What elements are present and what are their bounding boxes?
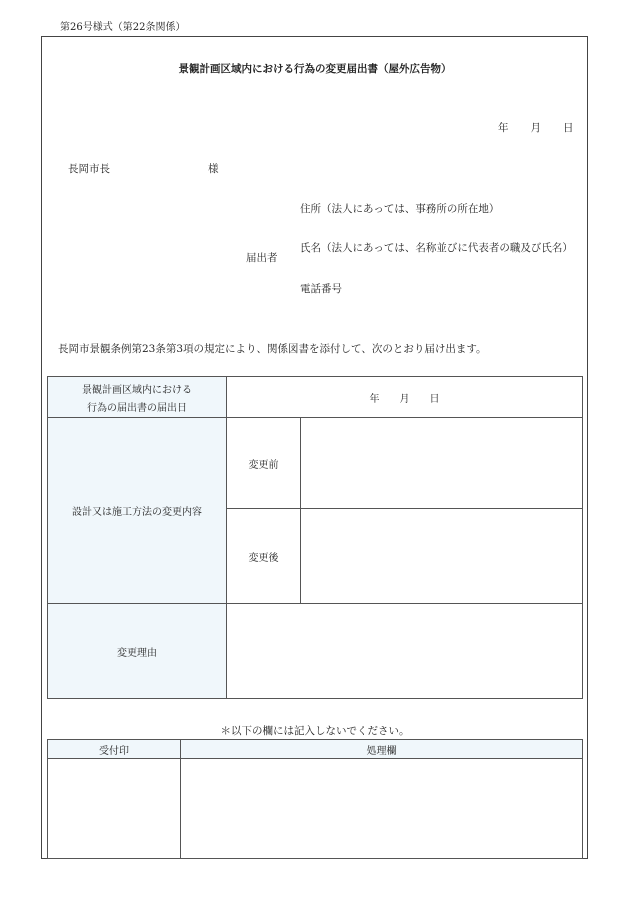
- notifier-label: 届出者: [246, 252, 278, 264]
- processing-header: 処理欄: [181, 740, 583, 759]
- name-field-label: 氏名（法人にあっては、名称並びに代表者の職及び氏名）: [300, 242, 573, 254]
- submission-date: [498, 120, 574, 135]
- phone-field-label: 電話番号: [300, 283, 342, 295]
- filing-date-value[interactable]: 年 月 日: [227, 377, 583, 418]
- filing-date-label: [48, 377, 227, 418]
- change-content-label: 設計又は施工方法の変更内容: [48, 418, 227, 604]
- after-change-field[interactable]: [301, 509, 583, 604]
- change-reason-field[interactable]: [227, 604, 583, 699]
- address-field-label: 住所（法人にあっては、事務所の所在地）: [300, 203, 500, 215]
- statement-text: 長岡市景観条例第23条第3項の規定により、関係図書を添付して、次のとおり届け出ます。: [58, 343, 487, 355]
- day-label: 日: [563, 122, 574, 134]
- filing-date-label-line2: 行為の届出書の届出日: [87, 402, 187, 414]
- after-change-label: 変更後: [227, 509, 301, 604]
- receipt-stamp-header: 受付印: [48, 740, 181, 759]
- document-title: 景観計画区域内における行為の変更届出書（屋外広告物）: [178, 63, 452, 75]
- honorific: 様: [208, 163, 219, 175]
- addressee: 長岡市長: [68, 163, 110, 175]
- form-number: 第26号様式（第22条関係）: [60, 22, 186, 33]
- office-use-notice: ＊以下の欄には記入しないでください。: [220, 725, 410, 737]
- year-label: 年: [498, 122, 509, 134]
- before-change-field[interactable]: [301, 418, 583, 509]
- month-label: 月: [530, 122, 541, 134]
- processing-cell: [181, 759, 583, 859]
- change-details-table: [47, 376, 583, 699]
- receipt-stamp-cell: [48, 759, 181, 859]
- before-change-label: 変更前: [227, 418, 301, 509]
- office-use-table: [47, 739, 583, 859]
- change-reason-label: 変更理由: [48, 604, 227, 699]
- filing-date-label-line1: 景観計画区域内における: [82, 384, 192, 396]
